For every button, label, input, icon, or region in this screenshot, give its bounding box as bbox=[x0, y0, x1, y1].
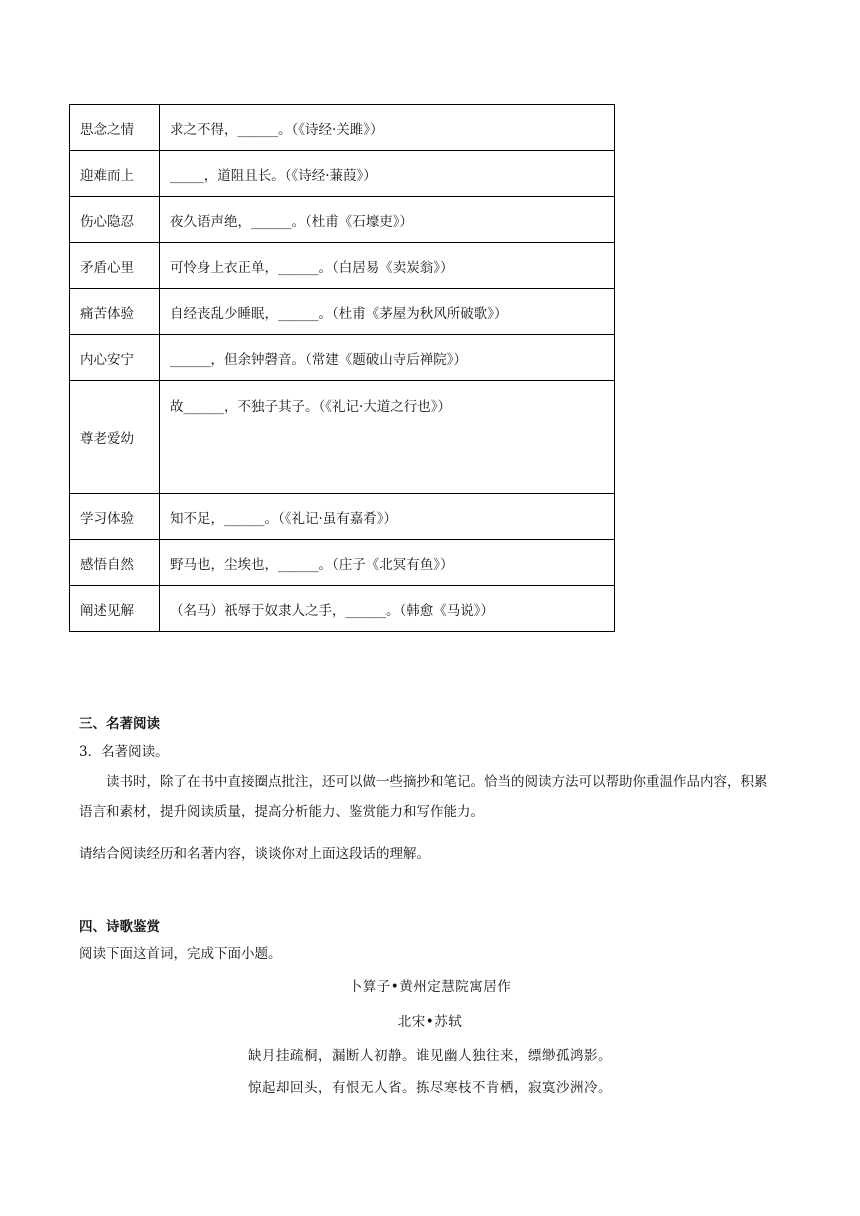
section-3-prompt: 请结合阅读经历和名著内容，谈谈你对上面这段话的理解。 bbox=[79, 846, 430, 862]
table-row bbox=[70, 494, 615, 540]
row-content: 知不足，______。（《礼记·虽有嘉肴》） bbox=[160, 494, 615, 540]
row-label: 学习体验 bbox=[70, 494, 160, 540]
table-row bbox=[70, 540, 615, 586]
poem-line: 惊起却回头，有恨无人省。拣尽寒枝不肯栖，寂寞沙洲冷。 bbox=[248, 1080, 612, 1096]
row-label: 阐述见解 bbox=[70, 586, 160, 632]
table-row bbox=[70, 289, 615, 335]
table-row bbox=[70, 381, 615, 494]
table-row bbox=[70, 151, 615, 197]
row-content: 野马也，尘埃也，______。（庄子《北冥有鱼》） bbox=[160, 540, 615, 586]
poem-title: 卜算子•黄州定慧院寓居作 bbox=[348, 979, 512, 995]
row-content: 夜久语声绝，______。（杜甫《石壕吏》） bbox=[160, 197, 615, 243]
row-content: _____，道阻且长。（《诗经·蒹葭》） bbox=[160, 151, 615, 197]
row-label: 思念之情 bbox=[70, 105, 160, 151]
row-content: ______，但余钟磬音。（常建《题破山寺后禅院》） bbox=[160, 335, 615, 381]
table-row bbox=[70, 197, 615, 243]
row-content: （名马）祇辱于奴隶人之手，______。（韩愈《马说》） bbox=[160, 586, 615, 632]
table-row bbox=[70, 243, 615, 289]
row-label: 伤心隐忍 bbox=[70, 197, 160, 243]
table-row bbox=[70, 105, 615, 151]
row-label: 矛盾心里 bbox=[70, 243, 160, 289]
row-content: 自经丧乱少睡眠，______。（杜甫《茅屋为秋风所破歌》） bbox=[160, 289, 615, 335]
row-content: 可怜身上衣正单，______。（白居易《卖炭翁》） bbox=[160, 243, 615, 289]
row-label: 感悟自然 bbox=[70, 540, 160, 586]
poem-line: 缺月挂疏桐，漏断人初静。谁见幽人独往来，缥缈孤鸿影。 bbox=[248, 1048, 612, 1064]
row-content: 故______，不独子其子。（《礼记·大道之行也》） bbox=[160, 381, 615, 494]
section-3-title: 三、名著阅读 bbox=[79, 716, 160, 732]
row-content: 求之不得，______。（《诗经·关雎》） bbox=[160, 105, 615, 151]
question-3: 3．名著阅读。 bbox=[79, 744, 169, 760]
row-label: 尊老爱幼 bbox=[70, 381, 160, 494]
row-label: 痛苦体验 bbox=[70, 289, 160, 335]
row-label: 内心安宁 bbox=[70, 335, 160, 381]
quote-table bbox=[69, 104, 615, 632]
poem-author: 北宋•苏轼 bbox=[397, 1014, 463, 1030]
section-4-instruction: 阅读下面这首词，完成下面小题。 bbox=[79, 946, 282, 962]
section-3-paragraph: 读书时，除了在书中直接圈点批注，还可以做一些摘抄和笔记。恰当的阅读方法可以帮助你重温作品内容，积累语言和素材，提升阅读质量，提高分析能力、鉴赏能力和写作能力。 bbox=[79, 774, 768, 820]
row-label: 迎难而上 bbox=[70, 151, 160, 197]
section-4-title: 四、诗歌鉴赏 bbox=[79, 919, 160, 935]
table-row bbox=[70, 586, 615, 632]
table-row bbox=[70, 335, 615, 381]
